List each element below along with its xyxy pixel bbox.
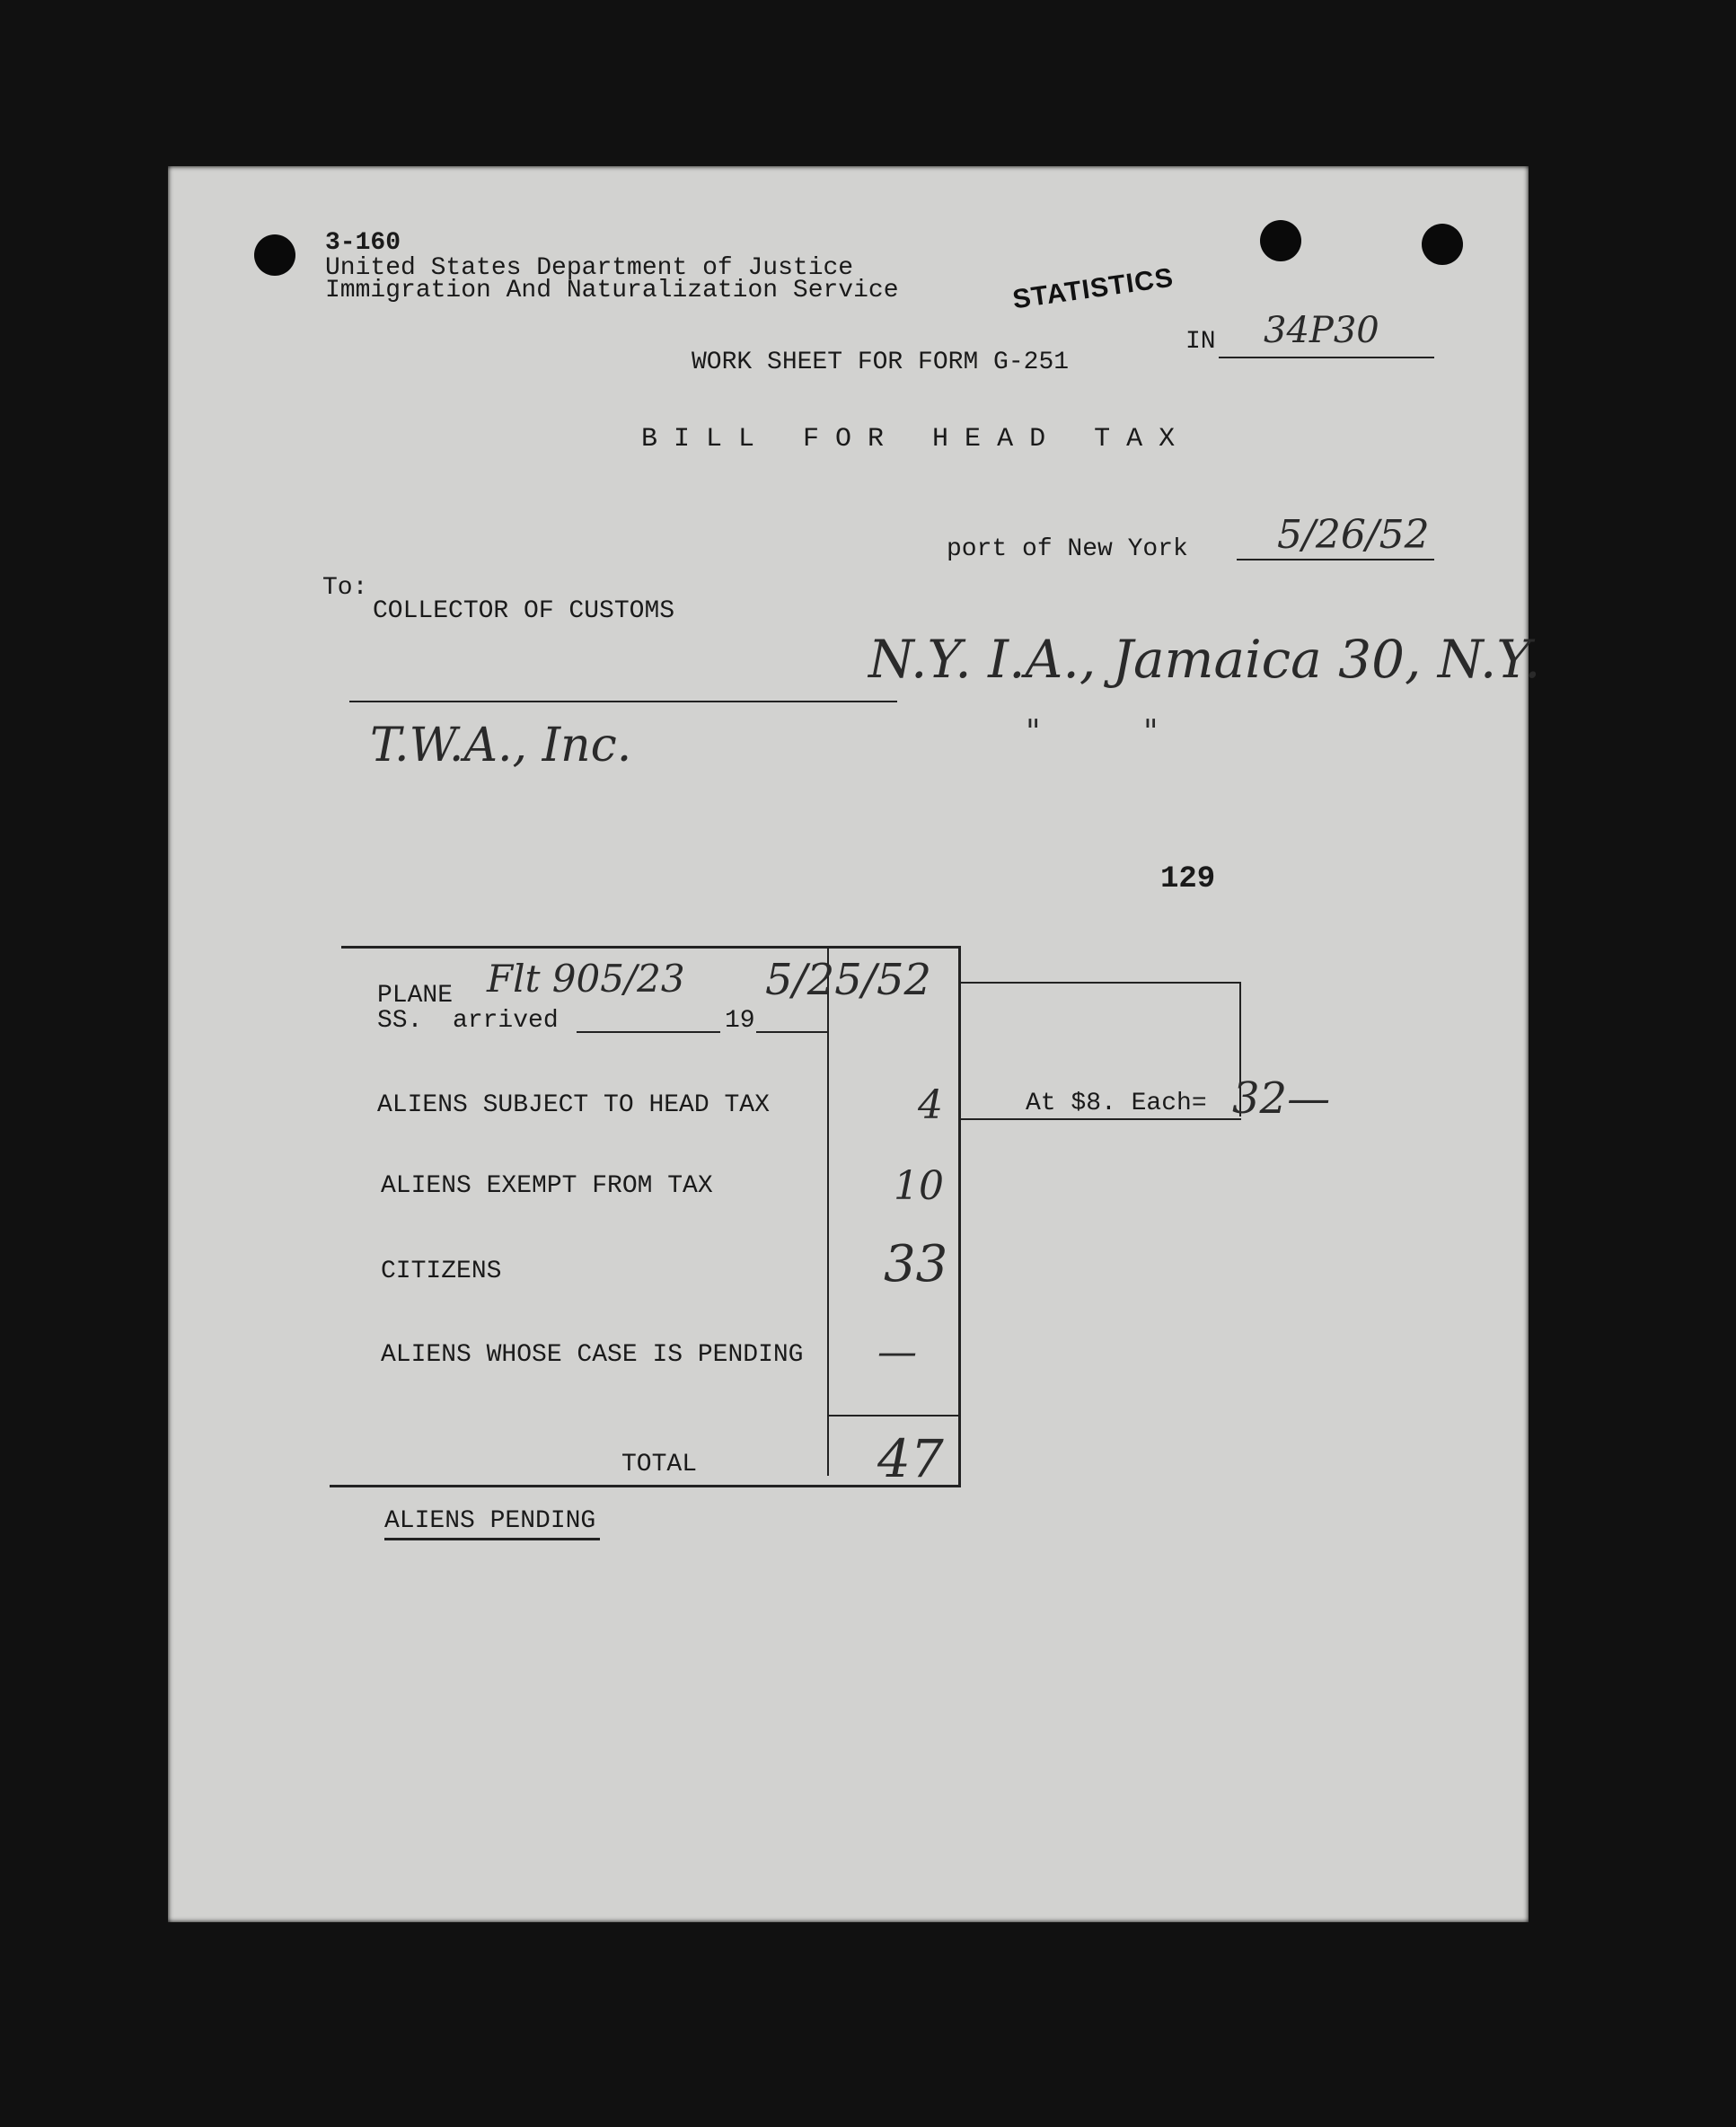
addressee-line: [349, 701, 897, 702]
document-page: [168, 166, 1541, 1922]
department-name: United States Department of Justice: [325, 254, 854, 282]
row-label-subject-tax: ALIENS SUBJECT TO HEAD TAX: [377, 1091, 770, 1119]
row-label-exempt: ALIENS EXEMPT FROM TAX: [381, 1172, 713, 1200]
arrival-date-handwritten: 5/25/52: [765, 955, 932, 1005]
table-right-rule: [827, 946, 829, 1476]
rate-box-bottom: [961, 1118, 1241, 1120]
punch-hole: [1260, 220, 1301, 261]
port-date: 5/26/52: [1277, 512, 1430, 558]
rate-amount: 32—: [1232, 1073, 1331, 1124]
serial-number: 129: [1160, 862, 1216, 896]
total-value: 47: [877, 1428, 944, 1489]
punch-hole: [1422, 224, 1463, 265]
year-underline: [756, 1031, 828, 1033]
statistics-stamp: STATISTICS: [1010, 262, 1176, 315]
total-rule: [829, 1415, 961, 1417]
to-label: To:: [322, 574, 368, 602]
form-code: 3-160: [325, 229, 401, 257]
aliens-pending-label: ALIENS PENDING: [384, 1507, 596, 1535]
collector-label: COLLECTOR OF CUSTOMS: [373, 597, 675, 625]
service-name: Immigration And Naturalization Service: [325, 277, 899, 304]
table-value-rule: [958, 946, 961, 1485]
arrived-underline: [577, 1031, 720, 1033]
plane-label: PLANE: [377, 982, 454, 1010]
worksheet-title: WORK SHEET FOR FORM G-251: [692, 349, 1070, 376]
in-label: IN: [1185, 328, 1216, 356]
ditto-marks: " ": [1026, 714, 1159, 751]
aliens-pending-underline: [384, 1538, 600, 1540]
row-value-citizens: 33: [884, 1235, 948, 1293]
year-label: 19: [725, 1007, 755, 1035]
punch-hole: [254, 234, 295, 276]
row-value-pending: —: [877, 1329, 917, 1375]
date-underline: [1237, 559, 1434, 560]
plane-flight-handwritten: Flt 905/23: [487, 957, 685, 1001]
row-label-citizens: CITIZENS: [381, 1258, 502, 1285]
table-bottom-rule: [330, 1485, 961, 1487]
row-value-subject-tax: 4: [918, 1082, 943, 1128]
total-label: TOTAL: [621, 1451, 698, 1478]
addressee-handwritten: N.Y. I.A., Jamaica 30, N.Y.: [868, 629, 1541, 690]
ss-arrived-label: SS. arrived: [377, 1007, 559, 1035]
row-label-pending: ALIENS WHOSE CASE IS PENDING: [381, 1341, 804, 1369]
rate-label: At $8. Each=: [1026, 1090, 1207, 1117]
in-number: 34P30: [1264, 310, 1379, 351]
port-label: port of New York: [947, 535, 1188, 563]
rate-box-top: [961, 982, 1239, 984]
table-top-rule: [341, 946, 961, 949]
carrier-handwritten: T.W.A., Inc.: [370, 719, 632, 772]
in-underline: [1219, 357, 1434, 358]
row-value-exempt: 10: [894, 1163, 944, 1209]
bill-title: B I L L F O R H E A D T A X: [641, 424, 1176, 455]
